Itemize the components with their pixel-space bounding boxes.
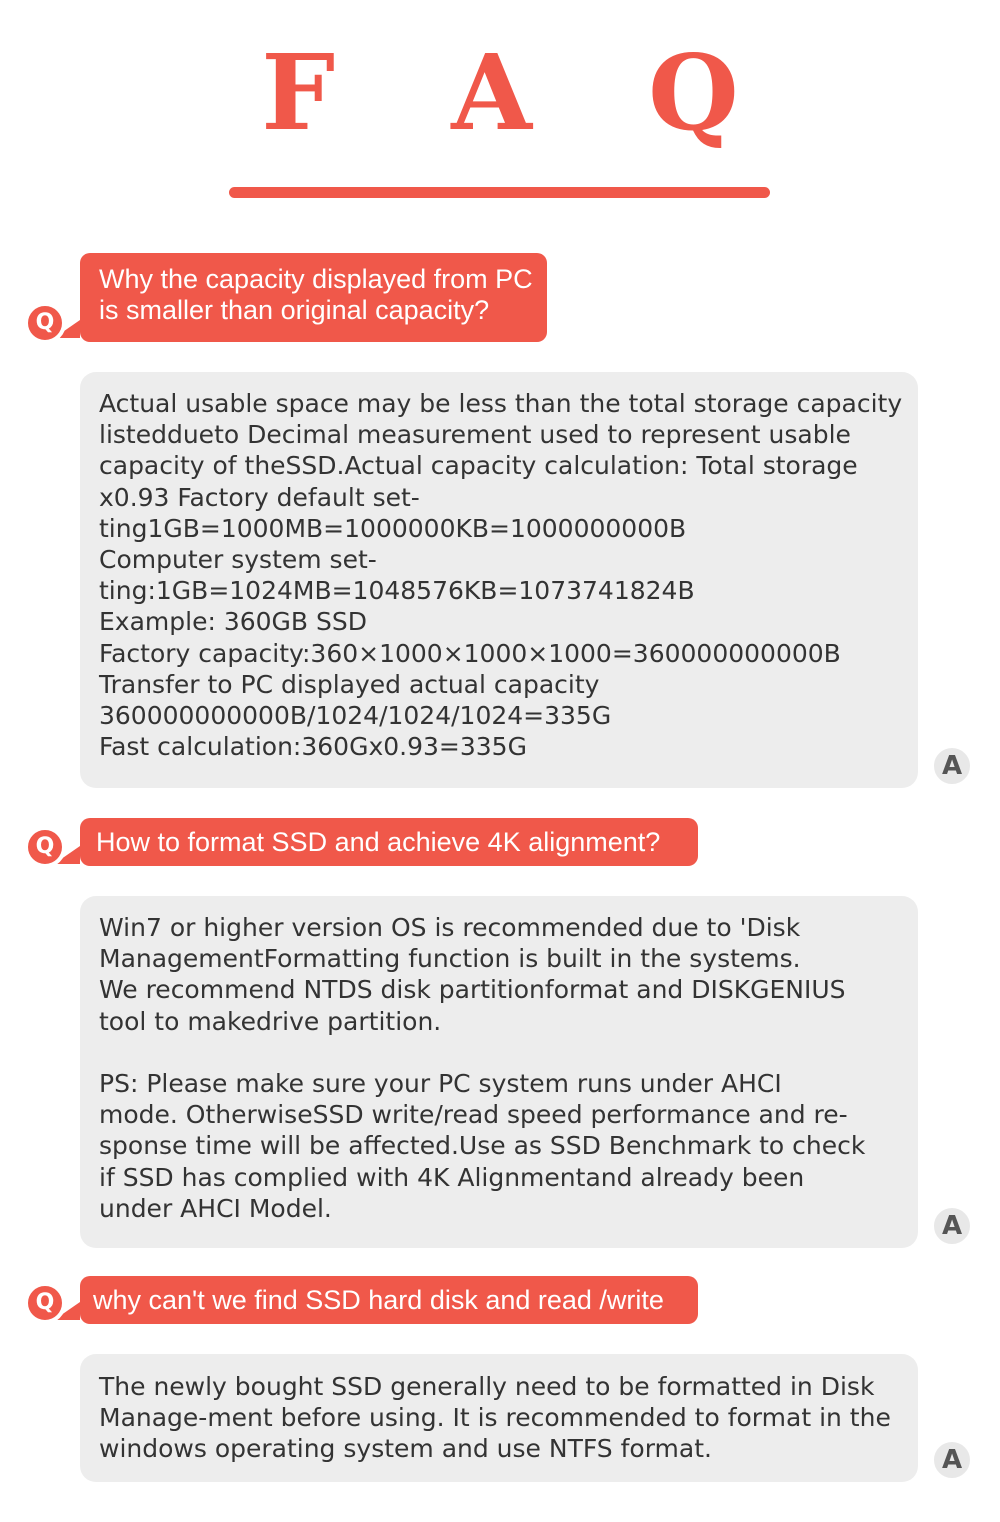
answer-line: capacity of theSSD.Actual capacity calculation: Total storage — [99, 451, 858, 481]
page-title: F A Q — [261, 31, 779, 154]
title-divider — [229, 187, 770, 198]
answer-line: ManagementFormatting function is built in the systems. — [99, 944, 801, 974]
answer-bubble-2 — [80, 896, 918, 1248]
answer-bubble-1 — [80, 372, 918, 788]
answer-badge-icon: A — [930, 744, 974, 788]
answer-line: Example: 360GB SSD — [99, 607, 368, 637]
answer-line: The newly bought SSD generally need to be formatted in Disk — [99, 1372, 875, 1401]
answer-line: Computer system set- — [99, 545, 377, 575]
answer-line: x0.93 Factory default set- — [99, 482, 420, 512]
answer-badge-icon: A — [930, 1438, 974, 1482]
answer-line: tool to makedrive partition. — [99, 1006, 442, 1036]
answer-line: Fast calculation:360Gx0.93=335G — [99, 732, 527, 762]
question-line: Why the capacity displayed from PC — [99, 264, 533, 294]
question-line: How to format SSD and achieve 4K alignment? — [96, 827, 661, 857]
answer-line: Manage-ment before using. It is recommended to format in the — [99, 1403, 891, 1433]
answer-line: listeddueto Decimal measurement used to represent usable — [99, 420, 851, 450]
answer-line: if SSD has complied with 4K Alignmentand already been — [99, 1162, 805, 1192]
answer-line: Actual usable space may be less than the total storage capacity — [99, 389, 903, 418]
answer-spacer — [99, 1037, 918, 1068]
question-badge-icon: Q — [24, 826, 66, 868]
answer-line: PS: Please make sure your PC system runs under AHCI — [99, 1069, 782, 1099]
answer-line: windows operating system and use NTFS format. — [99, 1434, 712, 1464]
question-bubble-2 — [80, 818, 698, 866]
answer-line: ting1GB=1000MB=1000000KB=1000000000B — [99, 513, 687, 543]
question-badge-icon: Q — [24, 302, 66, 344]
answer-line: sponse time will be affected.Use as SSD Benchmark to check — [99, 1131, 866, 1161]
question-badge-icon: Q — [24, 1282, 66, 1324]
answer-bubble-3 — [80, 1354, 918, 1482]
answer-line: Factory capacity:360×1000×1000×1000=360000000000B — [99, 638, 841, 668]
question-bubble-1 — [80, 253, 547, 342]
question-line: is smaller than original capacity? — [99, 295, 490, 325]
answer-line: ting:1GB=1024MB=1048576KB=1073741824B — [99, 576, 695, 606]
answer-line: under AHCI Model. — [99, 1193, 332, 1223]
question-line: why can't we find SSD hard disk and read /write — [93, 1285, 664, 1315]
answer-badge-icon: A — [930, 1204, 974, 1248]
answer-line: We recommend NTDS disk partitionformat and DISKGENIUS — [99, 975, 846, 1005]
answer-line: Win7 or higher version OS is recommended due to 'Disk — [99, 913, 801, 942]
answer-line: Transfer to PC displayed actual capacity — [99, 669, 600, 699]
answer-line: mode. OtherwiseSSD write/read speed performance and re- — [99, 1100, 848, 1130]
question-bubble-3 — [80, 1276, 698, 1324]
answer-line: 360000000000B/1024/1024/1024=335G — [99, 701, 612, 731]
